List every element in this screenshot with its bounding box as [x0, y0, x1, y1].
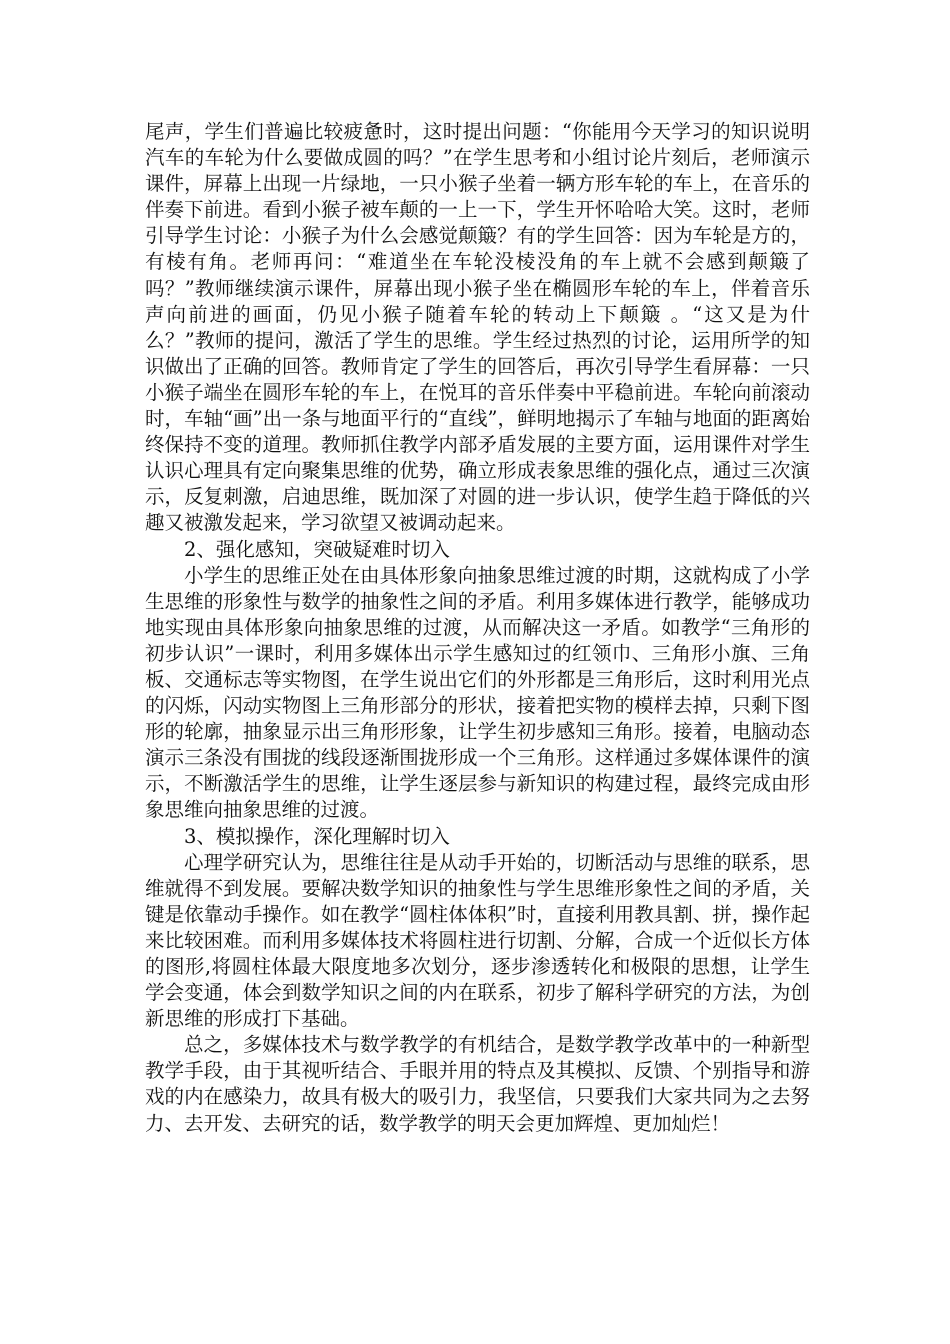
section-heading-3: 3、模拟操作，深化理解时切入 [184, 824, 450, 848]
paragraph-continuation: 尾声，学生们普遍比较疲惫时，这时提出问题：“你能用今天学习的知识说明汽车的车轮为什么要做成圆的吗？”在学生思考和小组讨论片刻后，老师演示课件，屏幕上出现一片绿地，一只小猴子坐着一辆方形车轮的车上，在音乐的伴奏下前进。看到小猴子被车颠的一上一下，学生开怀哈哈大笑。这时，老师引导学生讨论：小猴子为什么会感觉颠簸？有的学生回答：因为车轮是方的，有棱有角。老师再问：“难道坐在车轮没棱没角的车上就不会感到颠簸了吗？”教师继续演示课件，屏幕出现小猴子坐在椭圆形车轮的车上，伴着音乐声向前进的画面，仍见小猴子随着车轮的转动上下颠簸 。“这又是为什么？”教师的提问，激活了学生的思维。学生经过热烈的讨论，运用所学的知识做出了正确的回答。教师肯定了学生的回答后，再次引导学生看屏幕：一只小猴子端坐在圆形车轮的车上，在悦耳的音乐伴奏中平稳前进。车轮向前滚动时，车轴“画”出一条与地面平行的“直线”，鲜明地揭示了车轴与地面的距离始终保持不变的道理。教师抓住教学内部矛盾发展的主要方面，运用课件对学生认识心理具有定向聚集思维的优势，确立形成表象思维的强化点，通过三次演示，反复刺激，启迪思维，既加深了对圆的进一步认识，使学生趋于降低的兴趣又被激发起来，学习欲望又被调动起来。 [145, 120, 810, 535]
section-heading-2: 2、强化感知，突破疑难时切入 [184, 537, 450, 561]
paragraph-conclusion: 总之，多媒体技术与数学教学的有机结合，是数学教学改革中的一种新型教学手段，由于其视听结合、手眼并用的特点及其模拟、反馈、个别指导和游戏的内在感染力，故具有极大的吸引力，我坚信，只要我们大家共同为之去努力、去开发、去研究的话，数学教学的明天会更加辉煌、更加灿烂！ [145, 1033, 810, 1135]
paragraph-section-2: 小学生的思维正处在由具体形象向抽象思维过渡的时期，这就构成了小学生思维的形象性与数学的抽象性之间的矛盾。利用多媒体进行教学，能够成功地实现由具体形象向抽象思维的过渡，从而解决这一矛盾。如教学“三角形的初步认识”一课时，利用多媒体出示学生感知过的红领巾、三角形小旗、三角板、交通标志等实物图，在学生说出它们的外形都是三角形后，这时利用光点的闪烁，闪动实物图上三角形部分的形状，接着把实物的模样去掉，只剩下图形的轮廓，抽象显示出三角形形象，让学生初步感知三角形。接着，电脑动态演示三条没有围拢的线段逐渐围拢形成一个三角形。这样通过多媒体课件的演示，不断激活学生的思维，让学生逐层参与新知识的构建过程，最终完成由形象思维向抽象思维的过渡。 [145, 563, 810, 822]
paragraph-section-3: 心理学研究认为，思维往往是从动手开始的，切断活动与思维的联系，思维就得不到发展。要解决数学知识的抽象性与学生思维形象性之间的矛盾，关键是依靠动手操作。如在教学“圆柱体体积”时，直接利用教具割、拼，操作起来比较困难。而利用多媒体技术将圆柱进行切割、分解，合成一个近似长方体的图形,将圆柱体最大限度地多次划分，逐步渗透转化和极限的思想，让学生学会变通，体会到数学知识之间的内在联系，初步了解科学研究的方法，为创新思维的形成打下基础。 [145, 850, 810, 1031]
document-body [145, 119, 810, 1137]
